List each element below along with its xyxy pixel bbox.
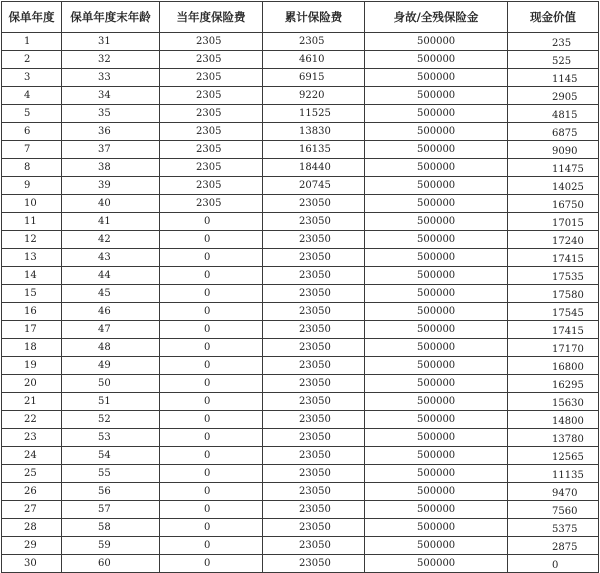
header-cumulative-premium: 累计保险费 — [263, 2, 365, 33]
cell-cumulative-premium: 20745 — [263, 177, 365, 195]
cell-cumulative-premium: 4610 — [263, 51, 365, 69]
table-row — [2, 87, 599, 105]
cell-death-disability-benefit: 500000 — [365, 231, 508, 249]
cell-annual-premium: 0 — [160, 411, 263, 429]
cell-cumulative-premium: 23050 — [263, 195, 365, 213]
cell-cumulative-premium: 23050 — [263, 339, 365, 357]
table-row — [2, 429, 599, 447]
cell-annual-premium: 2305 — [160, 123, 263, 141]
cell-death-disability-benefit: 500000 — [365, 213, 508, 231]
cell-death-disability-benefit: 500000 — [365, 555, 508, 573]
cell-cash-value: 1145 — [508, 69, 599, 87]
cell-age: 36 — [62, 123, 160, 141]
cell-cumulative-premium: 13830 — [263, 123, 365, 141]
cell-policy-year: 16 — [2, 303, 62, 321]
cell-policy-year: 9 — [2, 177, 62, 195]
cell-death-disability-benefit: 500000 — [365, 33, 508, 51]
table-row — [2, 357, 599, 375]
cell-death-disability-benefit: 500000 — [365, 393, 508, 411]
table-row — [2, 375, 599, 393]
cell-death-disability-benefit: 500000 — [365, 519, 508, 537]
cell-age: 38 — [62, 159, 160, 177]
cell-policy-year: 11 — [2, 213, 62, 231]
table-row — [2, 177, 599, 195]
table-row — [2, 267, 599, 285]
cell-cumulative-premium: 23050 — [263, 267, 365, 285]
cell-annual-premium: 0 — [160, 285, 263, 303]
cell-age: 31 — [62, 33, 160, 51]
cell-cumulative-premium: 23050 — [263, 501, 365, 519]
cell-annual-premium: 0 — [160, 357, 263, 375]
cell-age: 46 — [62, 303, 160, 321]
header-annual-premium: 当年度保险费 — [160, 2, 263, 33]
cell-death-disability-benefit: 500000 — [365, 375, 508, 393]
cell-cash-value: 5375 — [508, 519, 599, 537]
cell-annual-premium: 0 — [160, 465, 263, 483]
cell-policy-year: 25 — [2, 465, 62, 483]
cell-cumulative-premium: 23050 — [263, 447, 365, 465]
cell-annual-premium: 0 — [160, 231, 263, 249]
cell-cumulative-premium: 11525 — [263, 105, 365, 123]
table-row — [2, 159, 599, 177]
table-row — [2, 321, 599, 339]
header-row — [2, 2, 599, 33]
cell-cash-value: 16800 — [508, 357, 599, 375]
cell-annual-premium: 0 — [160, 249, 263, 267]
cell-policy-year: 2 — [2, 51, 62, 69]
cell-policy-year: 27 — [2, 501, 62, 519]
cell-age: 47 — [62, 321, 160, 339]
table-row — [2, 555, 599, 573]
cell-policy-year: 17 — [2, 321, 62, 339]
cell-annual-premium: 2305 — [160, 87, 263, 105]
cell-annual-premium: 0 — [160, 267, 263, 285]
cell-annual-premium: 0 — [160, 213, 263, 231]
cell-cash-value: 2905 — [508, 87, 599, 105]
cell-cash-value: 16295 — [508, 375, 599, 393]
cell-age: 40 — [62, 195, 160, 213]
cell-death-disability-benefit: 500000 — [365, 303, 508, 321]
cell-age: 52 — [62, 411, 160, 429]
table-row — [2, 51, 599, 69]
cell-annual-premium: 2305 — [160, 51, 263, 69]
cell-cumulative-premium: 16135 — [263, 141, 365, 159]
cell-policy-year: 6 — [2, 123, 62, 141]
cell-cash-value: 4815 — [508, 105, 599, 123]
cell-cumulative-premium: 23050 — [263, 429, 365, 447]
table-row — [2, 519, 599, 537]
cell-cumulative-premium: 23050 — [263, 375, 365, 393]
cell-age: 39 — [62, 177, 160, 195]
cell-cumulative-premium: 23050 — [263, 303, 365, 321]
cell-cumulative-premium: 23050 — [263, 393, 365, 411]
cell-age: 37 — [62, 141, 160, 159]
table-row — [2, 285, 599, 303]
cell-annual-premium: 2305 — [160, 177, 263, 195]
table-body — [2, 33, 599, 573]
cell-age: 60 — [62, 555, 160, 573]
cell-age: 48 — [62, 339, 160, 357]
cell-death-disability-benefit: 500000 — [365, 501, 508, 519]
cell-cash-value: 7560 — [508, 501, 599, 519]
cell-age: 58 — [62, 519, 160, 537]
cell-annual-premium: 2305 — [160, 195, 263, 213]
cell-annual-premium: 0 — [160, 303, 263, 321]
cell-death-disability-benefit: 500000 — [365, 429, 508, 447]
header-policy-year: 保单年度 — [2, 2, 62, 33]
table-row — [2, 465, 599, 483]
cell-annual-premium: 0 — [160, 429, 263, 447]
cell-policy-year: 26 — [2, 483, 62, 501]
cell-cash-value: 14800 — [508, 411, 599, 429]
cell-annual-premium: 0 — [160, 393, 263, 411]
cell-annual-premium: 2305 — [160, 69, 263, 87]
cell-age: 32 — [62, 51, 160, 69]
cell-policy-year: 29 — [2, 537, 62, 555]
benefit-table — [1, 1, 599, 573]
cell-cash-value: 17535 — [508, 267, 599, 285]
cell-age: 33 — [62, 69, 160, 87]
cell-annual-premium: 0 — [160, 321, 263, 339]
cell-death-disability-benefit: 500000 — [365, 177, 508, 195]
cell-cumulative-premium: 23050 — [263, 411, 365, 429]
cell-annual-premium: 0 — [160, 519, 263, 537]
cell-cumulative-premium: 23050 — [263, 357, 365, 375]
cell-policy-year: 21 — [2, 393, 62, 411]
cell-age: 56 — [62, 483, 160, 501]
cell-policy-year: 4 — [2, 87, 62, 105]
cell-cash-value: 11135 — [508, 465, 599, 483]
cell-age: 59 — [62, 537, 160, 555]
cell-policy-year: 14 — [2, 267, 62, 285]
table-row — [2, 105, 599, 123]
cell-cash-value: 9470 — [508, 483, 599, 501]
cell-death-disability-benefit: 500000 — [365, 465, 508, 483]
cell-policy-year: 18 — [2, 339, 62, 357]
cell-cumulative-premium: 23050 — [263, 537, 365, 555]
cell-policy-year: 8 — [2, 159, 62, 177]
cell-policy-year: 5 — [2, 105, 62, 123]
cell-death-disability-benefit: 500000 — [365, 249, 508, 267]
cell-cash-value: 17545 — [508, 303, 599, 321]
cell-annual-premium: 0 — [160, 447, 263, 465]
cell-policy-year: 23 — [2, 429, 62, 447]
cell-cumulative-premium: 6915 — [263, 69, 365, 87]
cell-cumulative-premium: 23050 — [263, 285, 365, 303]
cell-cumulative-premium: 23050 — [263, 249, 365, 267]
cell-cash-value: 17240 — [508, 231, 599, 249]
header-age-at-year-end: 保单年度末年龄 — [62, 2, 160, 33]
cell-cash-value: 17580 — [508, 285, 599, 303]
cell-cash-value: 17170 — [508, 339, 599, 357]
table-row — [2, 213, 599, 231]
table-row — [2, 33, 599, 51]
cell-cash-value: 17415 — [508, 321, 599, 339]
cell-cumulative-premium: 18440 — [263, 159, 365, 177]
cell-cash-value: 12565 — [508, 447, 599, 465]
cell-annual-premium: 0 — [160, 555, 263, 573]
cell-age: 50 — [62, 375, 160, 393]
cell-cash-value: 2875 — [508, 537, 599, 555]
cell-cumulative-premium: 2305 — [263, 33, 365, 51]
table-row — [2, 69, 599, 87]
cell-death-disability-benefit: 500000 — [365, 195, 508, 213]
cell-age: 35 — [62, 105, 160, 123]
header-death-disability-benefit: 身故/全残保险金 — [365, 2, 508, 33]
table-row — [2, 537, 599, 555]
cell-cash-value: 0 — [508, 555, 599, 573]
cell-cash-value: 235 — [508, 33, 599, 51]
cell-annual-premium: 0 — [160, 501, 263, 519]
cell-cumulative-premium: 23050 — [263, 465, 365, 483]
cell-policy-year: 13 — [2, 249, 62, 267]
cell-cash-value: 17015 — [508, 213, 599, 231]
cell-cumulative-premium: 23050 — [263, 321, 365, 339]
cell-cumulative-premium: 23050 — [263, 231, 365, 249]
cell-cumulative-premium: 9220 — [263, 87, 365, 105]
cell-cash-value: 525 — [508, 51, 599, 69]
cell-cumulative-premium: 23050 — [263, 519, 365, 537]
cell-death-disability-benefit: 500000 — [365, 285, 508, 303]
cell-age: 44 — [62, 267, 160, 285]
cell-policy-year: 1 — [2, 33, 62, 51]
cell-death-disability-benefit: 500000 — [365, 267, 508, 285]
cell-annual-premium: 0 — [160, 483, 263, 501]
table-row — [2, 141, 599, 159]
table-row — [2, 249, 599, 267]
cell-cumulative-premium: 23050 — [263, 555, 365, 573]
cell-cash-value: 17415 — [508, 249, 599, 267]
cell-cash-value: 13780 — [508, 429, 599, 447]
cell-policy-year: 24 — [2, 447, 62, 465]
cell-annual-premium: 2305 — [160, 33, 263, 51]
cell-policy-year: 10 — [2, 195, 62, 213]
cell-death-disability-benefit: 500000 — [365, 339, 508, 357]
cell-death-disability-benefit: 500000 — [365, 141, 508, 159]
cell-age: 41 — [62, 213, 160, 231]
cell-cash-value: 6875 — [508, 123, 599, 141]
cell-policy-year: 15 — [2, 285, 62, 303]
table-row — [2, 303, 599, 321]
cell-age: 43 — [62, 249, 160, 267]
cell-death-disability-benefit: 500000 — [365, 483, 508, 501]
cell-policy-year: 7 — [2, 141, 62, 159]
cell-annual-premium: 2305 — [160, 159, 263, 177]
cell-annual-premium: 2305 — [160, 141, 263, 159]
cell-age: 53 — [62, 429, 160, 447]
table-row — [2, 231, 599, 249]
table-row — [2, 447, 599, 465]
cell-policy-year: 22 — [2, 411, 62, 429]
cell-age: 45 — [62, 285, 160, 303]
cell-death-disability-benefit: 500000 — [365, 321, 508, 339]
cell-annual-premium: 2305 — [160, 105, 263, 123]
cell-death-disability-benefit: 500000 — [365, 105, 508, 123]
cell-annual-premium: 0 — [160, 339, 263, 357]
cell-death-disability-benefit: 500000 — [365, 447, 508, 465]
table-row — [2, 393, 599, 411]
table-row — [2, 339, 599, 357]
cell-death-disability-benefit: 500000 — [365, 87, 508, 105]
cell-cash-value: 11475 — [508, 159, 599, 177]
cell-policy-year: 19 — [2, 357, 62, 375]
cell-policy-year: 3 — [2, 69, 62, 87]
cell-cumulative-premium: 23050 — [263, 483, 365, 501]
cell-death-disability-benefit: 500000 — [365, 537, 508, 555]
cell-cash-value: 15630 — [508, 393, 599, 411]
cell-age: 55 — [62, 465, 160, 483]
cell-policy-year: 28 — [2, 519, 62, 537]
cell-annual-premium: 0 — [160, 537, 263, 555]
cell-annual-premium: 0 — [160, 375, 263, 393]
cell-death-disability-benefit: 500000 — [365, 123, 508, 141]
cell-policy-year: 20 — [2, 375, 62, 393]
cell-age: 42 — [62, 231, 160, 249]
table-row — [2, 411, 599, 429]
cell-age: 49 — [62, 357, 160, 375]
cell-death-disability-benefit: 500000 — [365, 51, 508, 69]
cell-death-disability-benefit: 500000 — [365, 159, 508, 177]
cell-death-disability-benefit: 500000 — [365, 357, 508, 375]
header-cash-value: 现金价值 — [508, 2, 599, 33]
cell-cash-value: 14025 — [508, 177, 599, 195]
table-row — [2, 501, 599, 519]
cell-policy-year: 12 — [2, 231, 62, 249]
cell-death-disability-benefit: 500000 — [365, 411, 508, 429]
table-row — [2, 483, 599, 501]
cell-death-disability-benefit: 500000 — [365, 69, 508, 87]
table-row — [2, 123, 599, 141]
table-row — [2, 195, 599, 213]
cell-cash-value: 9090 — [508, 141, 599, 159]
cell-age: 51 — [62, 393, 160, 411]
cell-cash-value: 16750 — [508, 195, 599, 213]
cell-age: 57 — [62, 501, 160, 519]
cell-age: 54 — [62, 447, 160, 465]
cell-age: 34 — [62, 87, 160, 105]
cell-cumulative-premium: 23050 — [263, 213, 365, 231]
cell-policy-year: 30 — [2, 555, 62, 573]
